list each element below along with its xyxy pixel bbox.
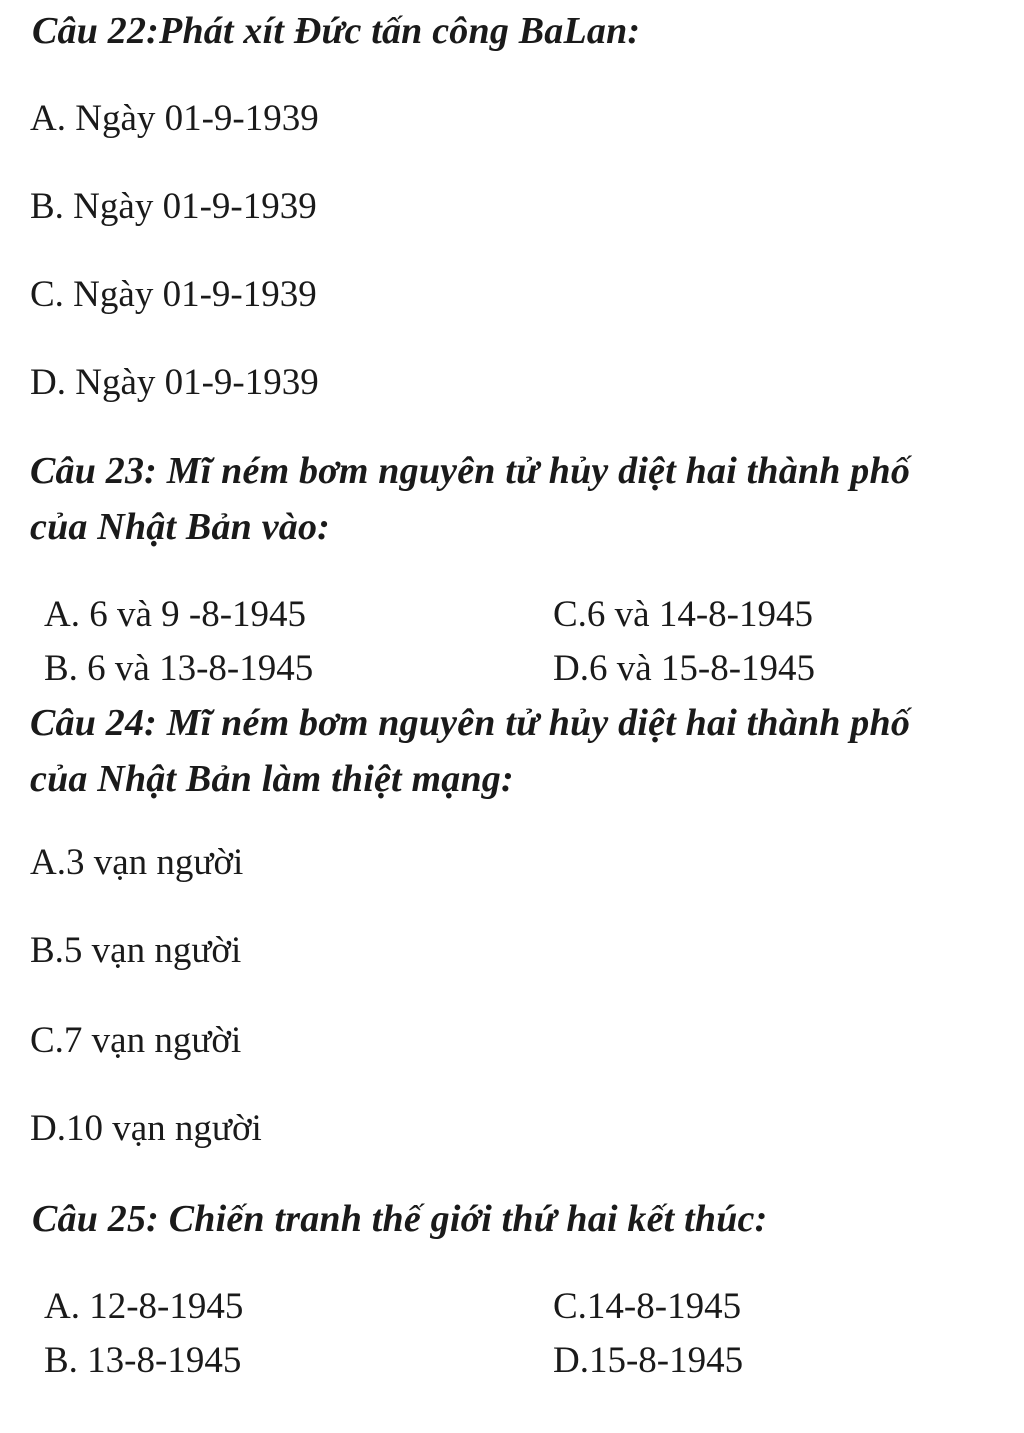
question-23-title-line-1: Câu 23: Mĩ ném bơm nguyên tử hủy diệt hai thành phố: [30, 450, 911, 492]
question-23-option-b: B. 6 và 13-8-1945: [44, 648, 314, 689]
question-22-option-b: B. Ngày 01-9-1939: [30, 186, 317, 227]
question-25-option-d: D.15-8-1945: [553, 1340, 744, 1381]
question-23-option-a: A. 6 và 9 -8-1945: [44, 594, 307, 635]
question-25-option-b: B. 13-8-1945: [44, 1340, 242, 1381]
question-24-option-d: D.10 vạn người: [30, 1108, 262, 1149]
question-24-option-b: B.5 vạn người: [30, 930, 242, 971]
question-25-option-c: C.14-8-1945: [553, 1286, 742, 1327]
question-24-title-line-2: của Nhật Bản làm thiệt mạng:: [30, 758, 514, 800]
question-23-option-c: C.6 và 14-8-1945: [553, 594, 813, 635]
question-24-title-line-1: Câu 24: Mĩ ném bơm nguyên tử hủy diệt hai thành phố: [30, 702, 911, 744]
question-22-title: Câu 22:Phát xít Đức tấn công BaLan:: [32, 10, 641, 52]
question-23-option-d: D.6 và 15-8-1945: [553, 648, 816, 689]
question-23-title-line-2: của Nhật Bản vào:: [30, 506, 331, 548]
question-25-option-a: A. 12-8-1945: [44, 1286, 244, 1327]
question-22-option-c: C. Ngày 01-9-1939: [30, 274, 317, 315]
question-24-option-c: C.7 vạn người: [30, 1020, 242, 1061]
question-22-option-a: A. Ngày 01-9-1939: [30, 98, 319, 139]
question-22-option-d: D. Ngày 01-9-1939: [30, 362, 319, 403]
question-25-title: Câu 25: Chiến tranh thế giới thứ hai kết thúc:: [32, 1198, 768, 1240]
question-24-option-a: A.3 vạn người: [30, 842, 244, 883]
